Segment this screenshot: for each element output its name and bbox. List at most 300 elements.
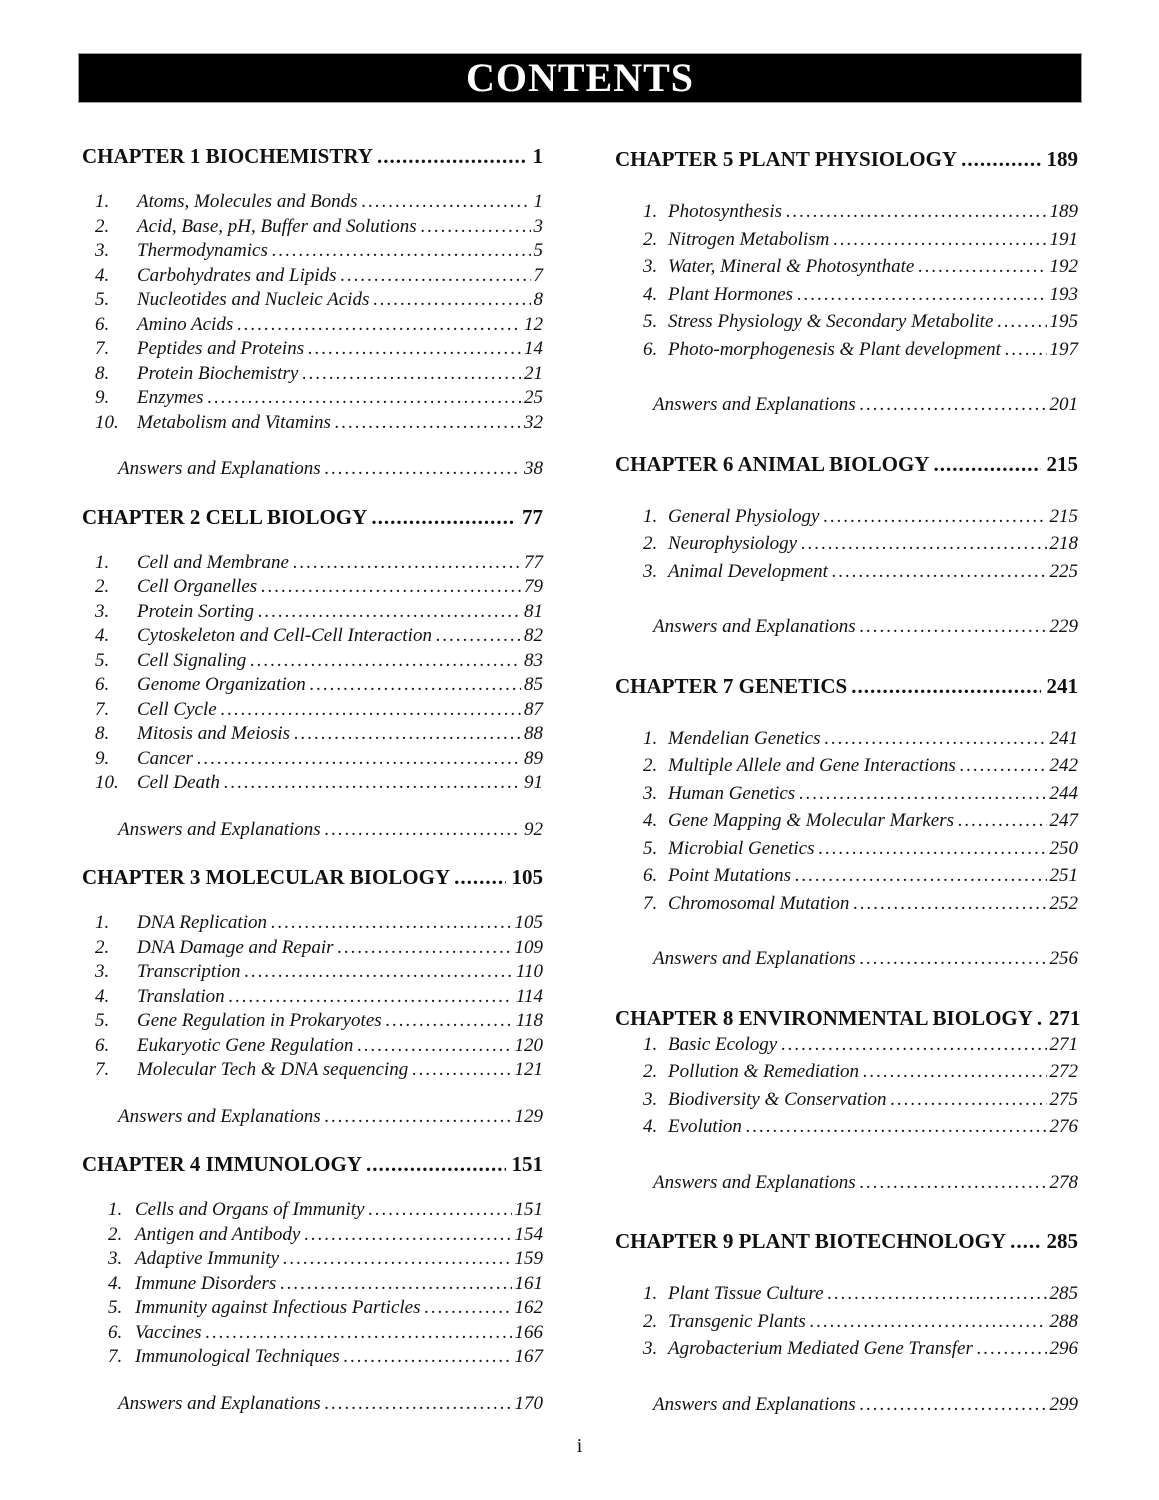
item-number: 2. xyxy=(643,755,658,776)
item-title: Multiple Allele and Gene Interactions xyxy=(668,755,956,776)
item-title: Acid, Base, pH, Buffer and Solutions xyxy=(137,215,417,237)
dot-leader xyxy=(279,1247,511,1272)
item-title: Immunological Techniques xyxy=(135,1346,340,1367)
item-page-number: 105 xyxy=(514,912,543,933)
toc-item-row xyxy=(82,313,543,338)
item-page-number: 154 xyxy=(514,1223,543,1245)
chapter-heading-row xyxy=(82,864,543,890)
page-title: CONTENTS xyxy=(465,55,695,100)
item-number: 6. xyxy=(643,865,658,886)
item-page-number: 91 xyxy=(524,772,543,793)
item-number: 1. xyxy=(643,201,658,222)
folio-page-number: i xyxy=(576,1435,583,1457)
item-number: 3. xyxy=(643,782,658,804)
answers-label: Answers and Explanations xyxy=(653,616,856,637)
item-title: Cell Death xyxy=(137,772,220,793)
item-title: Cell Cycle xyxy=(137,698,217,720)
item-number: 1. xyxy=(108,1199,123,1220)
item-page-number: 244 xyxy=(1049,782,1078,804)
item-title: Photo-morphogenesis & Plant development xyxy=(668,338,1001,360)
item-number: 7. xyxy=(95,698,110,720)
dot-leader xyxy=(956,752,1047,780)
item-number: 1. xyxy=(643,1283,658,1304)
toc-item-row xyxy=(82,264,543,289)
item-page-number: 195 xyxy=(1049,311,1078,332)
toc-item-row xyxy=(82,1272,543,1297)
answers-page-number: 129 xyxy=(514,1105,543,1127)
item-number: 5. xyxy=(643,837,658,859)
answers-row xyxy=(615,1169,1078,1197)
item-title: Cell and Membrane xyxy=(137,551,289,573)
answers-label: Answers and Explanations xyxy=(118,818,321,840)
item-title: Metabolism and Vitamins xyxy=(137,411,331,433)
chapter-heading-row xyxy=(615,673,1078,699)
chapter-section xyxy=(615,1228,1078,1418)
item-title: Water, Mineral & Photosynthate xyxy=(668,256,915,277)
item-page-number: 114 xyxy=(515,985,543,1007)
dot-leader xyxy=(856,1169,1047,1197)
item-number: 4. xyxy=(108,1272,123,1294)
toc-item-row xyxy=(82,600,543,625)
item-number: 5. xyxy=(643,311,658,332)
item-number: 1. xyxy=(643,505,658,527)
item-page-number: 242 xyxy=(1049,755,1078,776)
toc-item-row xyxy=(82,747,543,772)
chapter-page-number: 271 xyxy=(1048,1005,1081,1030)
item-page-number: 247 xyxy=(1049,810,1078,831)
item-title: Mitosis and Meiosis xyxy=(137,723,291,744)
dot-leader xyxy=(203,386,521,411)
toc-item-row xyxy=(615,253,1078,281)
item-number: 9. xyxy=(95,747,110,769)
toc-item-row xyxy=(615,1113,1078,1141)
dot-leader xyxy=(824,1280,1047,1308)
item-page-number: 159 xyxy=(514,1248,543,1269)
item-page-number: 276 xyxy=(1049,1116,1078,1137)
item-title: Human Genetics xyxy=(668,782,796,804)
toc-item-row xyxy=(615,725,1078,753)
item-page-number: 218 xyxy=(1049,533,1078,554)
dot-leader xyxy=(815,835,1047,863)
item-number: 1. xyxy=(643,727,658,749)
contents-header-bar xyxy=(78,53,1082,103)
dot-leader xyxy=(886,1086,1046,1114)
dot-leader xyxy=(321,457,521,482)
item-title: Cells and Organs of Immunity xyxy=(135,1199,365,1220)
item-page-number: 192 xyxy=(1049,256,1078,277)
item-title: Stress Physiology & Secondary Metabolite xyxy=(668,311,994,332)
item-page-number: 252 xyxy=(1049,892,1078,914)
item-number: 5. xyxy=(108,1297,123,1318)
item-number: 4. xyxy=(643,810,658,831)
item-title: Gene Mapping & Molecular Markers xyxy=(668,810,954,831)
toc-item-row xyxy=(615,1280,1078,1308)
chapter-page-number: 215 xyxy=(1046,451,1078,476)
item-page-number: 1 xyxy=(533,191,543,212)
item-title: Plant Hormones xyxy=(668,283,794,305)
item-title: Carbohydrates and Lipids xyxy=(137,264,337,286)
dot-leader xyxy=(233,313,521,338)
item-number: 1. xyxy=(643,1033,658,1055)
dot-leader xyxy=(268,239,531,264)
item-title: Immunity against Infectious Particles xyxy=(135,1297,421,1318)
item-page-number: 8 xyxy=(533,289,543,310)
dot-leader xyxy=(193,747,521,772)
toc-item-row xyxy=(82,960,543,985)
answers-page-number: 170 xyxy=(514,1392,543,1414)
dot-leader xyxy=(382,1009,513,1034)
toc-item-row xyxy=(82,624,543,649)
answers-page-number: 201 xyxy=(1049,394,1078,415)
item-number: 4. xyxy=(95,264,110,286)
toc-item-row xyxy=(82,771,543,796)
chapter-items xyxy=(615,198,1078,363)
answers-label: Answers and Explanations xyxy=(118,1392,321,1414)
item-number: 7. xyxy=(95,338,110,359)
chapter-section xyxy=(615,673,1078,973)
item-page-number: 162 xyxy=(514,1297,543,1318)
chapter-section xyxy=(82,504,543,843)
answers-row xyxy=(615,613,1078,641)
item-number: 5. xyxy=(95,1010,110,1031)
chapter-items xyxy=(615,1280,1078,1363)
dot-leader xyxy=(353,1034,511,1059)
item-page-number: 110 xyxy=(515,961,543,982)
chapter-items xyxy=(615,503,1078,586)
item-number: 1. xyxy=(95,551,110,573)
toc-item-row xyxy=(82,1009,543,1034)
item-page-number: 79 xyxy=(524,576,543,597)
item-page-number: 285 xyxy=(1049,1283,1078,1304)
item-page-number: 88 xyxy=(524,723,543,744)
dot-leader xyxy=(304,337,521,362)
dot-leader xyxy=(856,391,1047,419)
toc-item-row xyxy=(615,336,1078,364)
item-number: 6. xyxy=(643,338,658,360)
item-number: 9. xyxy=(95,387,110,408)
item-page-number: 21 xyxy=(524,362,543,384)
dot-leader xyxy=(973,1335,1047,1363)
chapter-page-number: 151 xyxy=(511,1152,543,1176)
item-number: 4. xyxy=(643,283,658,305)
item-title: Gene Regulation in Prokaryotes xyxy=(137,1010,382,1031)
item-number: 2. xyxy=(95,215,110,237)
item-page-number: 166 xyxy=(514,1321,543,1343)
chapter-page-number: 1 xyxy=(532,144,543,168)
chapter-title: CHAPTER 9 PLANT BIOTECHNOLOGY xyxy=(615,1229,1007,1253)
chapter-items xyxy=(615,1031,1078,1141)
dot-leader xyxy=(847,673,1040,699)
toc-item-row xyxy=(82,911,543,936)
item-page-number: 275 xyxy=(1049,1088,1078,1110)
dot-leader xyxy=(201,1321,511,1346)
item-title: Nitrogen Metabolism xyxy=(668,228,830,250)
answers-page-number: 278 xyxy=(1049,1171,1078,1193)
item-page-number: 189 xyxy=(1049,201,1078,222)
item-page-number: 251 xyxy=(1049,865,1078,886)
item-number: 7. xyxy=(643,892,658,914)
item-page-number: 12 xyxy=(524,313,543,335)
chapter-page-number: 241 xyxy=(1046,673,1078,698)
toc-item-row xyxy=(615,1058,1078,1086)
dot-leader xyxy=(246,649,521,674)
item-title: Vaccines xyxy=(135,1321,202,1343)
item-page-number: 3 xyxy=(533,215,543,237)
item-title: DNA Damage and Repair xyxy=(137,936,334,958)
item-number: 8. xyxy=(95,362,110,384)
chapter-items xyxy=(82,1198,543,1370)
dot-leader xyxy=(417,215,531,240)
item-title: Nucleotides and Nucleic Acids xyxy=(137,289,370,310)
item-title: Transcription xyxy=(137,961,241,982)
item-title: Pollution & Remediation xyxy=(668,1061,860,1082)
dot-leader xyxy=(364,1198,511,1223)
chapter-title: CHAPTER 8 ENVIRONMENTAL BIOLOGY xyxy=(615,1005,1033,1030)
item-page-number: 77 xyxy=(524,551,543,573)
chapter-page-number: 105 xyxy=(511,865,543,889)
toc-item-row xyxy=(615,1308,1078,1336)
answers-label: Answers and Explanations xyxy=(653,394,856,415)
item-page-number: 82 xyxy=(524,625,543,646)
chapter-items xyxy=(82,551,543,796)
chapter-page-number: 285 xyxy=(1046,1229,1078,1253)
item-number: 2. xyxy=(95,936,110,958)
chapter-title: CHAPTER 2 CELL BIOLOGY xyxy=(82,504,368,529)
item-number: 3. xyxy=(108,1248,123,1269)
toc-item-row xyxy=(82,722,543,747)
item-title: General Physiology xyxy=(668,505,820,527)
toc-item-row xyxy=(82,411,543,436)
dot-leader xyxy=(367,504,516,530)
toc-item-row xyxy=(615,226,1078,254)
item-page-number: 296 xyxy=(1049,1338,1078,1359)
dot-leader xyxy=(217,698,521,723)
item-title: DNA Replication xyxy=(137,912,267,933)
item-page-number: 121 xyxy=(514,1059,543,1080)
dot-leader xyxy=(806,1308,1047,1336)
dot-leader xyxy=(856,613,1047,641)
answers-label: Answers and Explanations xyxy=(118,1105,321,1127)
answers-row xyxy=(615,391,1078,419)
item-title: Molecular Tech & DNA sequencing xyxy=(137,1059,409,1080)
item-number: 10. xyxy=(95,411,119,433)
item-page-number: 109 xyxy=(514,936,543,958)
dot-leader xyxy=(954,807,1047,835)
chapter-title: CHAPTER 6 ANIMAL BIOLOGY xyxy=(615,451,930,476)
dot-leader xyxy=(373,143,527,169)
item-title: Enzymes xyxy=(137,387,204,408)
item-title: Eukaryotic Gene Regulation xyxy=(137,1034,354,1056)
dot-leader xyxy=(797,530,1046,558)
toc-item-row xyxy=(615,558,1078,586)
item-page-number: 118 xyxy=(515,1010,543,1031)
dot-leader xyxy=(856,1391,1047,1419)
dot-leader xyxy=(257,575,521,600)
answers-row xyxy=(615,1391,1078,1419)
answers-row xyxy=(82,1105,543,1130)
toc-column-right xyxy=(615,146,1081,1450)
dot-leader xyxy=(267,911,512,936)
item-page-number: 250 xyxy=(1049,837,1078,859)
item-page-number: 87 xyxy=(524,698,543,720)
dot-leader xyxy=(1006,1228,1040,1254)
item-page-number: 161 xyxy=(514,1272,543,1294)
item-page-number: 5 xyxy=(533,240,543,261)
chapter-page-number: 77 xyxy=(522,504,543,529)
item-title: Neurophysiology xyxy=(668,533,798,554)
item-title: Transgenic Plants xyxy=(668,1310,806,1332)
item-title: Amino Acids xyxy=(137,313,234,335)
dot-leader xyxy=(300,1223,511,1248)
item-page-number: 7 xyxy=(533,264,543,286)
toc-column-left xyxy=(82,143,543,1438)
toc-item-row xyxy=(82,1058,543,1083)
dot-leader xyxy=(432,624,521,649)
chapter-heading-row xyxy=(615,1228,1078,1254)
answers-label: Answers and Explanations xyxy=(118,458,321,479)
item-title: Antigen and Antibody xyxy=(135,1223,301,1245)
item-page-number: 288 xyxy=(1049,1310,1078,1332)
toc-item-row xyxy=(615,1335,1078,1363)
answers-label: Answers and Explanations xyxy=(653,948,856,969)
item-title: Mendelian Genetics xyxy=(668,727,821,749)
item-number: 2. xyxy=(95,576,110,597)
dot-leader xyxy=(358,190,531,215)
dot-leader xyxy=(450,864,505,890)
item-page-number: 215 xyxy=(1049,505,1078,527)
item-number: 3. xyxy=(643,1338,658,1359)
dot-leader xyxy=(829,226,1046,254)
item-page-number: 14 xyxy=(524,338,543,359)
item-number: 10. xyxy=(95,772,119,793)
item-title: Protein Biochemistry xyxy=(137,362,299,384)
item-title: Cytoskeleton and Cell-Cell Interaction xyxy=(137,625,432,646)
toc-item-row xyxy=(82,1345,543,1370)
chapter-heading-row xyxy=(615,1005,1081,1031)
chapter-section xyxy=(82,143,543,482)
answers-label: Answers and Explanations xyxy=(653,1171,856,1193)
item-number: 6. xyxy=(95,1034,110,1056)
toc-item-row xyxy=(615,530,1078,558)
item-page-number: 89 xyxy=(524,747,543,769)
chapter-title: CHAPTER 1 BIOCHEMISTRY xyxy=(82,144,373,168)
item-number: 1. xyxy=(95,912,110,933)
toc-item-row xyxy=(615,752,1078,780)
dot-leader xyxy=(820,725,1046,753)
chapter-items xyxy=(82,911,543,1083)
item-title: Peptides and Proteins xyxy=(137,338,305,359)
item-title: Genome Organization xyxy=(137,674,306,695)
item-page-number: 32 xyxy=(524,411,543,433)
item-title: Photosynthesis xyxy=(668,201,782,222)
toc-item-row xyxy=(82,936,543,961)
toc-item-row xyxy=(82,649,543,674)
item-number: 6. xyxy=(108,1321,123,1343)
toc-item-row xyxy=(615,835,1078,863)
dot-leader xyxy=(337,264,531,289)
item-page-number: 167 xyxy=(514,1346,543,1367)
item-title: Point Mutations xyxy=(668,865,791,886)
chapter-section xyxy=(615,146,1078,419)
item-title: Biodiversity & Conservation xyxy=(668,1088,887,1110)
item-title: Animal Development xyxy=(668,560,828,582)
item-page-number: 197 xyxy=(1049,338,1078,360)
chapter-page-number: 189 xyxy=(1046,147,1078,171)
answers-page-number: 229 xyxy=(1049,616,1078,637)
item-title: Basic Ecology xyxy=(668,1033,778,1055)
toc-item-row xyxy=(615,807,1078,835)
item-page-number: 25 xyxy=(524,387,543,408)
toc-item-row xyxy=(82,551,543,576)
dot-leader xyxy=(1033,1005,1043,1031)
toc-item-row xyxy=(615,890,1078,918)
toc-item-row xyxy=(615,308,1078,336)
toc-item-row xyxy=(82,575,543,600)
dot-leader xyxy=(334,936,512,961)
dot-leader xyxy=(856,945,1047,973)
toc-item-row xyxy=(615,198,1078,226)
chapter-heading-row xyxy=(615,146,1078,172)
item-number: 3. xyxy=(95,240,110,261)
answers-label: Answers and Explanations xyxy=(653,1393,856,1415)
item-page-number: 120 xyxy=(514,1034,543,1056)
chapter-items xyxy=(82,190,543,435)
toc-item-row xyxy=(82,288,543,313)
chapter-heading-row xyxy=(615,451,1078,477)
item-title: Protein Sorting xyxy=(137,600,254,622)
item-number: 3. xyxy=(95,961,110,982)
toc-item-row xyxy=(615,503,1078,531)
item-title: Cancer xyxy=(137,747,193,769)
dot-leader xyxy=(777,1031,1046,1059)
item-title: Cell Organelles xyxy=(137,576,258,597)
toc-item-row xyxy=(82,1034,543,1059)
item-title: Agrobacterium Mediated Gene Transfer xyxy=(668,1338,973,1359)
toc-item-row xyxy=(82,1198,543,1223)
item-number: 4. xyxy=(95,985,110,1007)
toc-item-row xyxy=(82,1247,543,1272)
dot-leader xyxy=(321,1392,512,1417)
item-number: 3. xyxy=(95,600,110,622)
dot-leader xyxy=(290,722,521,747)
dot-leader xyxy=(220,771,521,796)
dot-leader xyxy=(408,1058,511,1083)
dot-leader xyxy=(742,1113,1047,1141)
dot-leader xyxy=(369,288,530,313)
dot-leader xyxy=(819,503,1046,531)
item-page-number: 241 xyxy=(1049,727,1078,749)
answers-page-number: 299 xyxy=(1049,1393,1078,1415)
item-page-number: 271 xyxy=(1049,1033,1078,1055)
item-number: 3. xyxy=(643,560,658,582)
item-title: Chromosomal Mutation xyxy=(668,892,850,914)
dot-leader xyxy=(340,1345,512,1370)
page-footer xyxy=(0,1435,1159,1458)
dot-leader xyxy=(859,1058,1046,1086)
item-page-number: 191 xyxy=(1049,228,1078,250)
chapter-heading-row xyxy=(82,1151,543,1177)
item-number: 2. xyxy=(643,1061,658,1082)
toc-item-row xyxy=(82,190,543,215)
dot-leader xyxy=(849,890,1046,918)
item-number: 2. xyxy=(108,1223,123,1245)
toc-item-row xyxy=(615,281,1078,309)
dot-leader xyxy=(225,985,513,1010)
dot-leader xyxy=(795,780,1046,808)
item-number: 5. xyxy=(95,289,110,310)
item-title: Translation xyxy=(137,985,225,1007)
item-title: Microbial Genetics xyxy=(668,837,815,859)
